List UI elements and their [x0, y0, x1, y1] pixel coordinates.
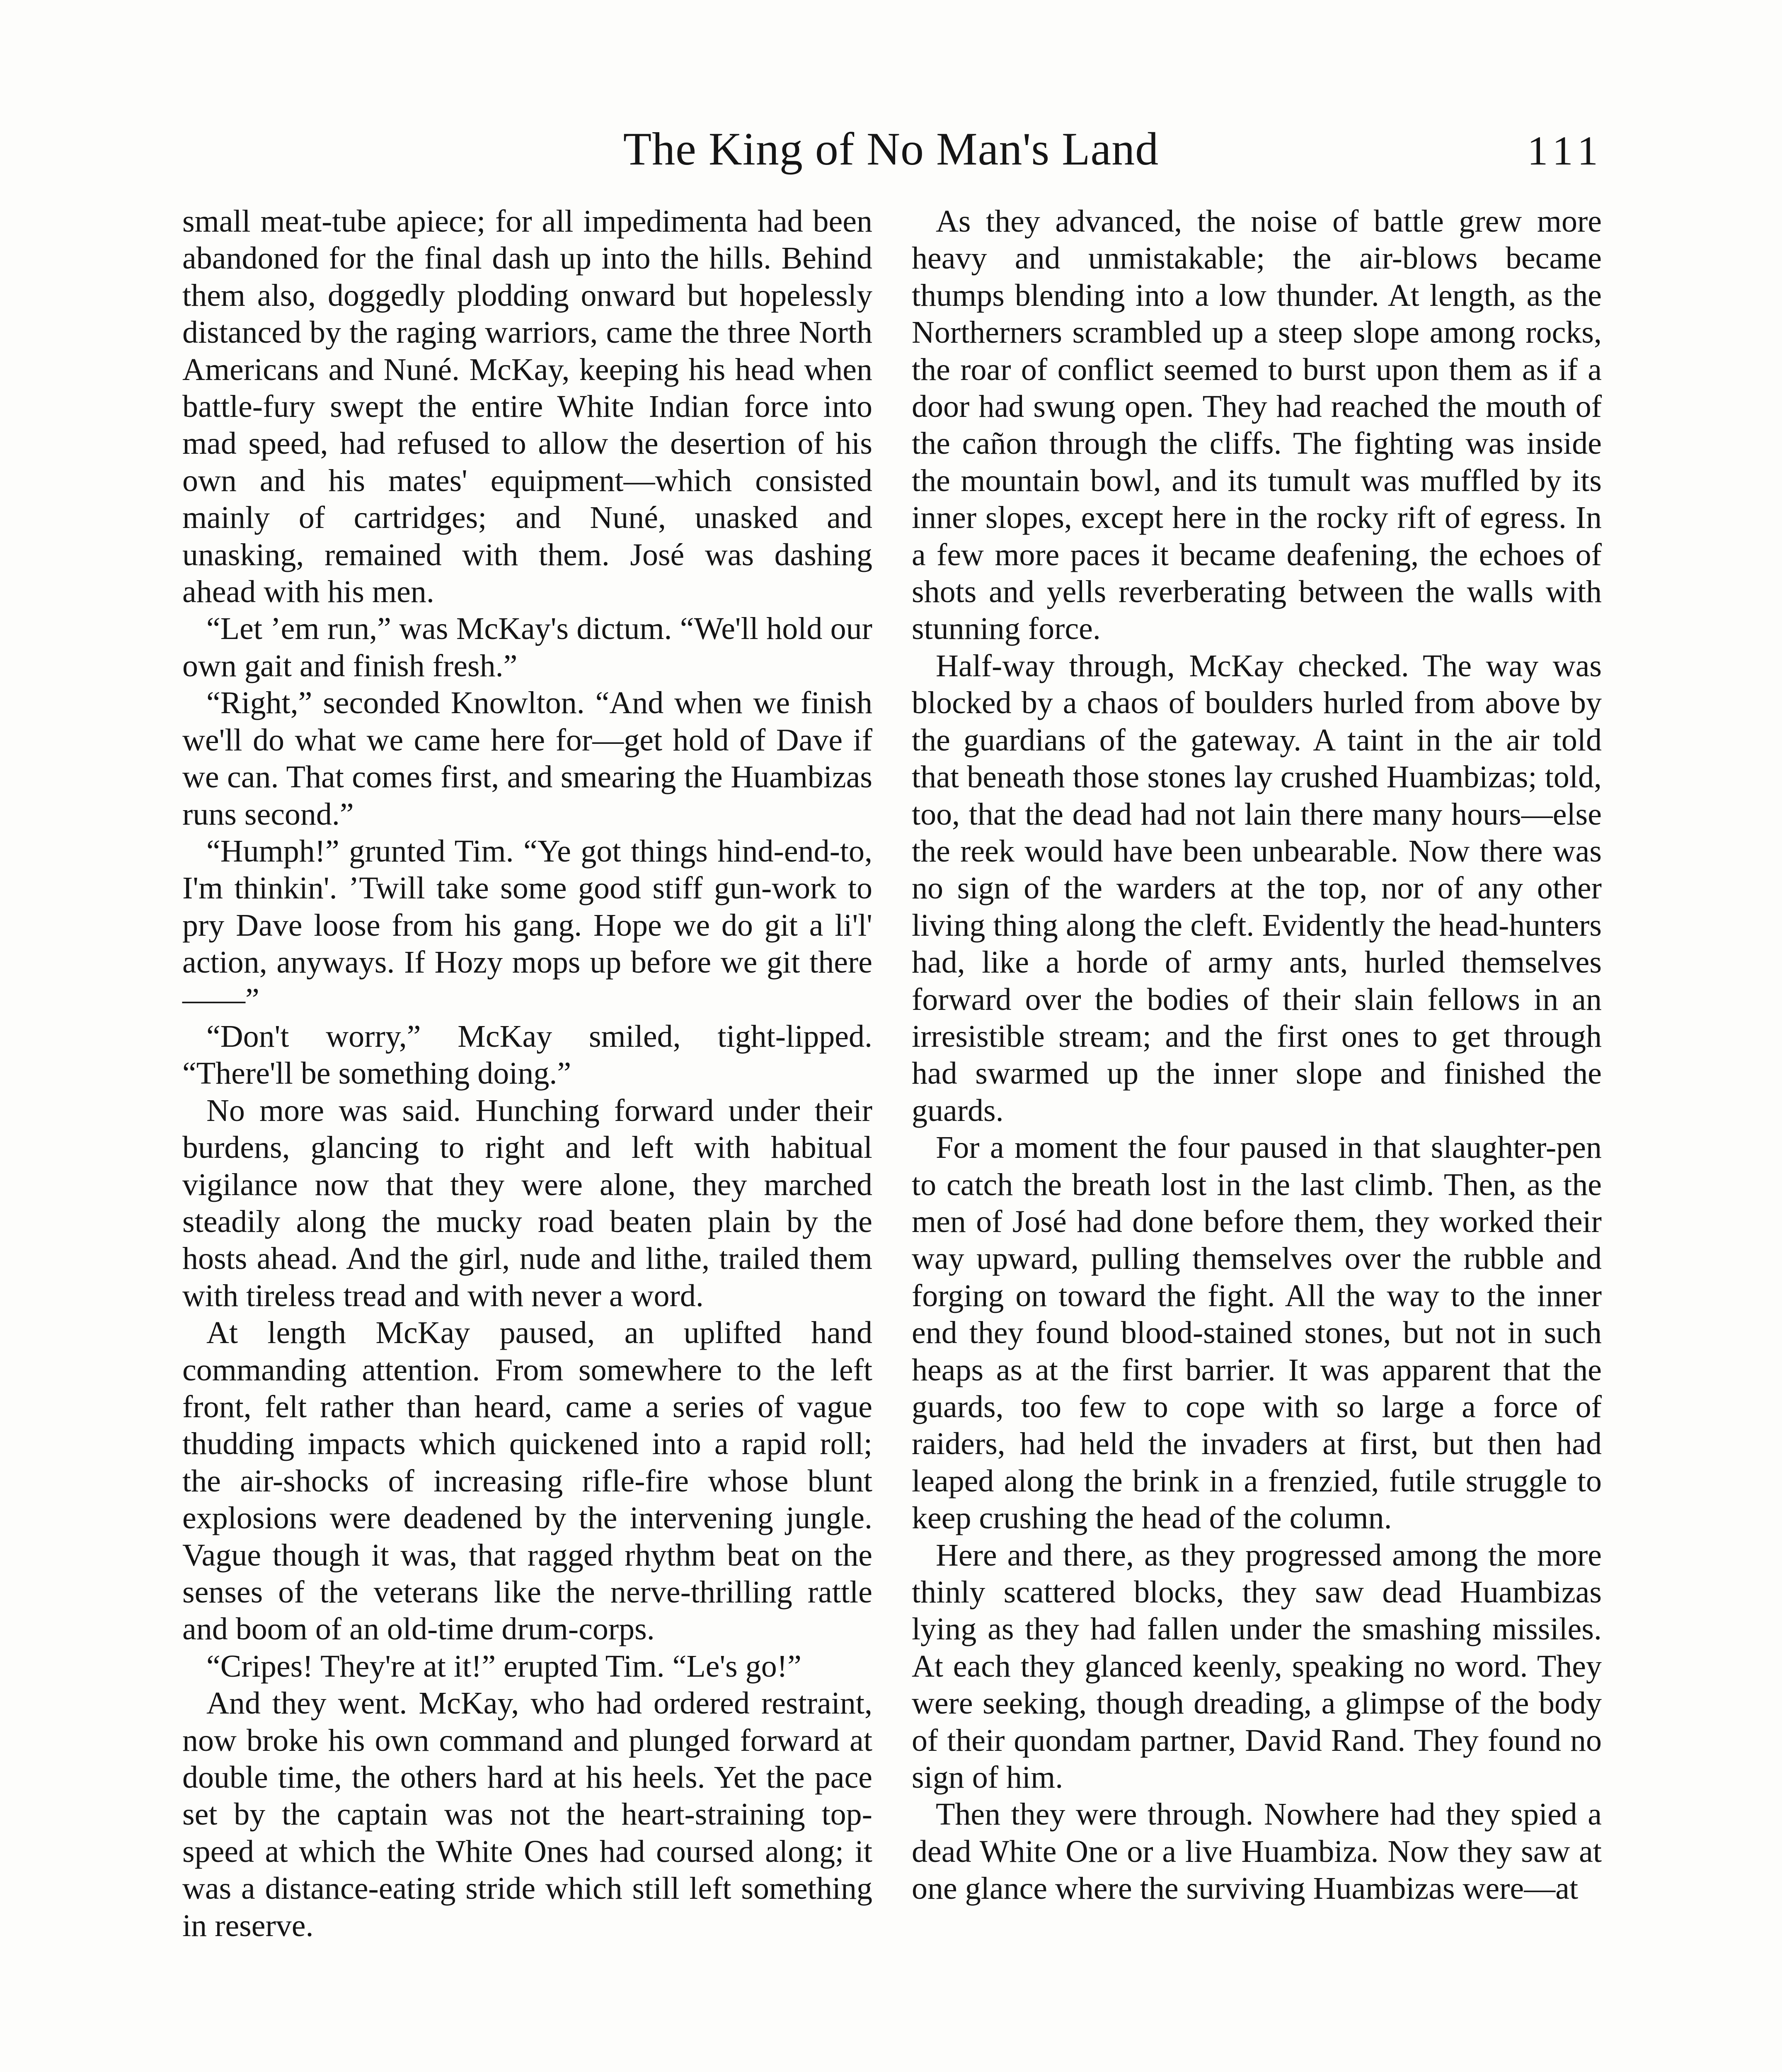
paragraph: Here and there, as they progressed among the more thinly scattered blocks, they saw dead Huambizas lying as they had fallen under the smashing missiles. At each they glanced keenly, speaking no word. They were seeking, though dreading, a glimpse of the body of their quondam partner, David Rand. They found no sign of him. [912, 1537, 1602, 1795]
paragraph: As they advanced, the noise of battle grew more heavy and unmistakable; the air-blows became thumps blending into a low thunder. At length, as the Northerners scrambled up a steep slope among rocks, the roar of conflict seemed to burst upon them as if a door had swung open. They had reached the mouth of the cañon through the cliffs. The fighting was inside the mountain bowl, and its tumult was muffled by its inner slopes, except here in the rocky rift of egress. In a few more paces it became deafening, the echoes of shots and yells reverberating between the walls with stunning force. [912, 204, 1602, 646]
paragraph: No more was said. Hunching forward under their burdens, glancing to right and left with habitual vigilance now that they were alone, they marched steadily along the mucky road beaten plain by the hosts ahead. And the girl, nude and lithe, trailed them with tireless tread and with never a word. [182, 1093, 872, 1313]
running-title: The King of No Man's Land [623, 123, 1159, 175]
right-column [912, 203, 1602, 2072]
paragraph: Half-way through, McKay checked. The way was blocked by a chaos of boulders hurled from above by the guardians of the gateway. A taint in the air told that beneath those stones lay crushed Huambizas; told, too, that the dead had not lain there many hours—else the reek would have been unbearable. Now there was no sign of the warders at the top, nor of any other living thing along the cleft. Evidently the head-hunters had, like a horde of army ants, hurled themselves forward over the bodies of their slain fellows in an irresistible stream; and the first ones to get through had swarmed up the inner slope and finished the guards. [912, 648, 1602, 1128]
paragraph: For a moment the four paused in that slaughter-pen to catch the breath lost in the last climb. Then, as the men of José had done before them, they worked their way upward, pulling themselves over the rubble and forging on toward the fight. All the way to the inner end they found blood-stained stones, but not in such heaps as at the first barrier. It was apparent that the guards, too few to cope with so large a force of raiders, had held the invaders at first, but then had leaped along the brink in a frenzied, futile struggle to keep crushing the head of the column. [912, 1130, 1602, 1536]
paragraph: And they went. McKay, who had ordered restraint, now broke his own command and plunged forward at double time, the others hard at his heels. Yet the pace set by the captain was not the heart-straining top-speed at which the White Ones had coursed along; it was a distance-eating stride which still left something in reserve. [182, 1686, 872, 1943]
page-number: 111 [1527, 128, 1604, 174]
paragraph: At length McKay paused, an uplifted hand commanding attention. From somewhere to the left front, felt rather than heard, came a series of vague thudding impacts which quickened into a rapid roll; the air-shocks of increasing rifle-fire whose blunt explosions were deadened by the intervening jungle. Vague though it was, that ragged rhythm beat on the senses of the veterans like the nerve-thrilling rattle and boom of an old-time drum-corps. [182, 1315, 872, 1647]
paragraph: “Right,” seconded Knowlton. “And when we finish we'll do what we came here for—get hold of Dave if we can. That comes first, and smearing the Huambizas runs second.” [182, 685, 872, 832]
paragraph: “Don't worry,” McKay smiled, tight-lipped. “There'll be something doing.” [182, 1019, 872, 1091]
paragraph: “Let ’em run,” was McKay's dictum. “We'll hold our own gait and finish fresh.” [182, 611, 872, 683]
paragraph: Then they were through. Nowhere had they spied a dead White One or a live Huambiza. Now they saw at one glance where the surviving Huambizas were—at [912, 1797, 1602, 1906]
running-header [178, 120, 1604, 199]
paragraph: “Humph!” grunted Tim. “Ye got things hind-end-to, I'm thinkin'. ’Twill take some good stiff gun-work to pry Dave loose from his gang. Hope we do git a li'l' action, anyways. If Hozy mops up before we git there——” [182, 833, 872, 1017]
paragraph: “Cripes! They're at it!” erupted Tim. “Le's go!” [206, 1648, 801, 1684]
left-column [182, 203, 872, 2072]
paragraph: small meat-tube apiece; for all impedimenta had been abandoned for the final dash up into the hills. Behind them also, doggedly plodding onward but hopelessly distanced by the raging warriors, came the three North Americans and Nuné. McKay, keeping his head when battle-fury swept the entire White Indian force into mad speed, had refused to allow the desertion of his own and his mates' equipment—which consisted mainly of cartridges; and Nuné, unasked and unasking, remained with them. José was dashing ahead with his men. [182, 204, 872, 610]
